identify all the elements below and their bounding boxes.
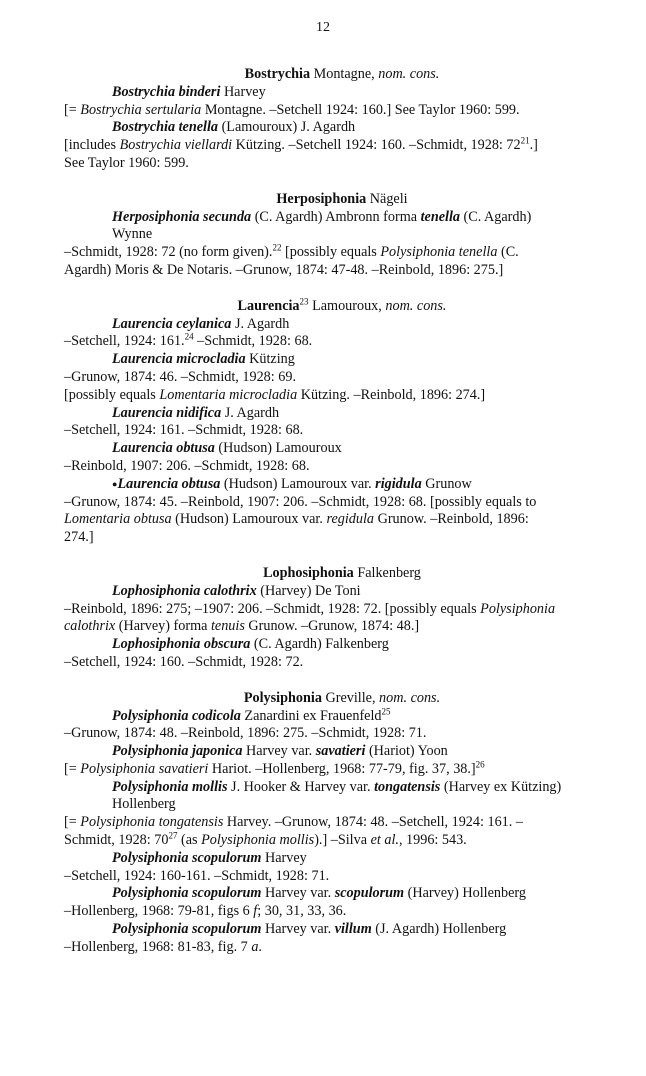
footnote-ref: 27 bbox=[168, 830, 178, 841]
citation-line: [= Polysiphonia tongatensis Harvey. –Grunow, 1874: 48. –Setchell, 1924: 161. – bbox=[64, 814, 523, 831]
document-body bbox=[64, 66, 620, 957]
citation-line: –Setchell, 1924: 160-161. –Schmidt, 1928: 71. bbox=[64, 867, 330, 884]
species-entry: Herposiphonia secunda (C. Agardh) Ambronn forma tenella (C. Agardh) bbox=[112, 208, 532, 225]
species-entry: Polysiphonia codicola Zanardini ex Frauenfeld$^{25}$ bbox=[112, 705, 391, 724]
citation-line: –Grunow, 1874: 48. –Reinbold, 1896: 275. –Schmidt, 1928: 71. bbox=[64, 725, 427, 742]
section-lophosiphonia bbox=[64, 565, 620, 672]
page-number: 12 bbox=[316, 20, 330, 35]
section-herposiphonia bbox=[64, 191, 620, 280]
citation-line: –Setchell, 1924: 160. –Schmidt, 1928: 72. bbox=[64, 653, 304, 670]
section-bostrychia bbox=[64, 66, 620, 173]
species-entry: Bostrychia binderi Harvey bbox=[112, 83, 266, 100]
species-entry: Polysiphonia japonica Harvey var. savatieri (Hariot) Yoon bbox=[112, 743, 448, 760]
species-entry: ●Laurencia obtusa (Hudson) Lamouroux var. rigidula Grunow bbox=[112, 475, 472, 492]
citation-line: 274.] bbox=[64, 529, 94, 546]
genus-heading: Bostrychia Montagne, nom. cons. bbox=[244, 66, 440, 82]
citation-line: –Schmidt, 1928: 72 (no form given).$^{22}$ [possibly equals Polysiphonia tenella (C. bbox=[64, 242, 519, 261]
species-entry: Laurencia ceylanica J. Agardh bbox=[112, 315, 290, 332]
citation-line: Schmidt, 1928: $70^{27}$ (as Polysiphonia mollis).] –Silva et al., 1996: 543. bbox=[64, 830, 467, 849]
citation-line: [= Polysiphonia savatieri Hariot. –Hollenberg, 1968: 77-79, fig. 37, 38.]$^{26}$ bbox=[64, 759, 485, 777]
footnote-ref: 22 bbox=[272, 242, 282, 253]
section-laurencia bbox=[64, 298, 620, 547]
species-entry: Polysiphonia mollis J. Hooker & Harvey var. tongatensis (Harvey ex Kützing) bbox=[112, 778, 562, 795]
species-entry-cont: Wynne bbox=[112, 226, 153, 243]
citation-line: –Hollenberg, 1968: 81-83, fig. 7 a. bbox=[64, 938, 262, 955]
footnote-ref: 26 bbox=[475, 759, 485, 770]
citation-line: –Reinbold, 1896: 275; –1907: 206. –Schmidt, 1928: 72. [possibly equals Polysiphonia bbox=[64, 600, 556, 617]
citation-line: –Hollenberg, 1968: 79-81, figs 6 f; 30, 31, 33, 36. bbox=[64, 903, 347, 920]
genus-heading: Herposiphonia Nägeli bbox=[276, 190, 408, 207]
species-entry: Laurencia microcladia Kützing bbox=[112, 351, 295, 368]
species-entry: Bostrychia tenella (Lamouroux) J. Agardh bbox=[112, 119, 356, 136]
citation-line: See Taylor 1960: 599. bbox=[64, 154, 189, 171]
species-entry: Polysiphonia scopulorum Harvey bbox=[112, 849, 307, 866]
citation-line: [includes Bostrychia viellardi Kützing. –Setchell 1924: 160. –Schmidt, 1928: $72^{21}$.] bbox=[64, 135, 538, 154]
footnote-ref: 23 bbox=[299, 296, 309, 307]
species-entry: Polysiphonia scopulorum Harvey var. villum (J. Agardh) Hollenberg bbox=[112, 921, 507, 938]
citation-line: Agardh) Moris & De Notaris. –Grunow, 1874: 47-48. –Reinbold, 1896: 275.] bbox=[64, 261, 504, 278]
citation-line: Lomentaria obtusa (Hudson) Lamouroux var. regidula Grunow. –Reinbold, 1896: bbox=[64, 511, 529, 528]
footnote-ref: 25 bbox=[381, 705, 391, 716]
citation-line: [= Bostrychia sertularia Montagne. –Setchell 1924: 160.] See Taylor 1960: 599. bbox=[64, 101, 520, 118]
genus-heading: Laurencia$^{23}$ Lamouroux, nom. cons. bbox=[237, 296, 447, 314]
species-entry: Laurencia nidifica J. Agardh bbox=[112, 404, 280, 421]
citation-line: –Grunow, 1874: 45. –Reinbold, 1907: 206. –Schmidt, 1928: 68. [possibly equals to bbox=[64, 493, 537, 510]
species-entry: Laurencia obtusa (Hudson) Lamouroux bbox=[112, 440, 342, 457]
species-entry-cont: Hollenberg bbox=[112, 796, 176, 813]
footnote-ref: 24 bbox=[184, 331, 194, 342]
citation-line: calothrix (Harvey) forma tenuis Grunow. –Grunow, 1874: 48.] bbox=[64, 618, 420, 635]
species-entry: Polysiphonia scopulorum Harvey var. scopulorum (Harvey) Hollenberg bbox=[112, 885, 526, 902]
species-entry: Lophosiphonia obscura (C. Agardh) Falkenberg bbox=[112, 636, 389, 653]
citation-line: –Reinbold, 1907: 206. –Schmidt, 1928: 68. bbox=[64, 457, 310, 474]
footnote-ref: 21 bbox=[520, 135, 530, 146]
genus-heading: Lophosiphonia Falkenberg bbox=[263, 564, 421, 581]
citation-line: –Grunow, 1874: 46. –Schmidt, 1928: 69. bbox=[64, 368, 296, 385]
genus-heading: Polysiphonia Greville, nom. cons. bbox=[243, 689, 441, 706]
citation-line: –Setchell, 1924: 161. –Schmidt, 1928: 68. bbox=[64, 422, 304, 439]
species-entry: Lophosiphonia calothrix (Harvey) De Toni bbox=[112, 582, 361, 599]
citation-line: [possibly equals Lomentaria microcladia Kützing. –Reinbold, 1896: 274.] bbox=[64, 386, 486, 403]
bullet-icon: ● bbox=[112, 478, 118, 489]
section-polysiphonia bbox=[64, 690, 620, 957]
citation-line: –Setchell, 1924: 161.24 –Schmidt, 1928: 68. bbox=[64, 331, 313, 350]
